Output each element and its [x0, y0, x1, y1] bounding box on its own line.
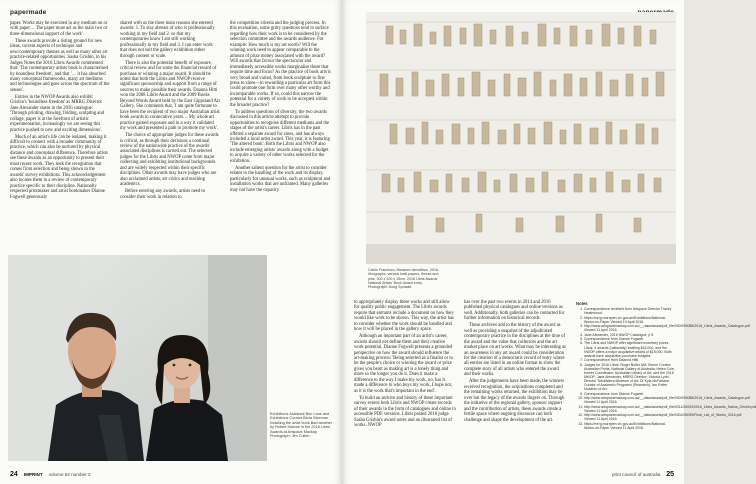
note-item: 3. http://www.artspacemackay.com.au/__data/assets/pdf_file/0009/35088/2016_Libris_Awards_Catalogue.pdf Viewed 11 April 2016.: [584, 324, 676, 332]
page-footer: [612, 471, 674, 478]
right-text-column-2: [464, 300, 566, 424]
paragraph: These awards provide a listing ground for new ideas, current aspects of technique and new/contemporary themes as well as many other art practice-related opportunities. Sasha Grishin, in his Judges Notes the 2016 Libris Awards commented that: 'The contemporary artists book is characterised by boundless freedom', and that '… it has absorbed many conceptual frameworks, many art mediums and technologies and goes across the spectrum of the senses'.: [10, 38, 110, 93]
photo-caption: Calvin Francisco, Measure demolition, 2016, lithographs, various kraft papers, thread and pins, 300 x 200 x 15cm. 2016 Libris Awards National Artists' Book Award entry. Photograph: Doug Spowart.: [368, 268, 439, 290]
photo-installers: [8, 255, 267, 461]
note-item: 8. Judges for 2016 Libris: Roger Butler AM, Senior Curator Australian Prints, National Gallery of Australia; Helen Cole, former Coordinator, Australian Library of Art; and the 2016 NWOP: Jane Alexander, MRRG Director; Victoria Lynn, Director TarraWarra Museum of Art; Dr Kyla McFarlane, Curator of Academic Programs (Research), Ian Potter Museum of Art.: [584, 363, 676, 392]
note-item: 9. Correspondence from Dianne Fogwell.: [584, 392, 676, 396]
issue-volume: volume 52 number 2: [48, 472, 91, 477]
note-item: 12. http://www.artspacemackay.com.au/__data/assets/pdf_file/0004/35095/Final_List_of_Works_2016.pdf Viewed 11 April 2016.: [584, 413, 676, 421]
page-number: 24: [10, 471, 18, 478]
page-number: 25: [666, 471, 674, 478]
note-item: 5. Correspondence from Dianne Fogwell.: [584, 337, 676, 341]
paragraph: Entries in the NWOP Awards also exhibit Grishin's 'boundless freedom' as MRRG Director Jane Alexander states in the 2016 catalogue: 'Through printing, drawing, folding, sculpting and collage, paper is at the forefront of artistic experimentation, increasingly we are seeing this practice pushed to new and exciting dimensions'.: [10, 94, 105, 133]
endnotes: [576, 301, 756, 430]
notes-title: Notes: [576, 301, 588, 306]
paragraph: After the judgements have been made, the winners received recognition, the acquisitions completed and the remaining works returned, the exhibition may be over but the legacy of the awards lingers on. Through the initiative of the regional gallery, sponsor support and the contribution of artists, these awards create a fertile space where ongoing discourse can both challenge and shape the development of the art.: [464, 379, 565, 423]
right-page: [342, 0, 756, 484]
left-page: [0, 0, 342, 484]
left-text-column-1: [10, 21, 110, 202]
note-item: 7. Correspondence from Daanna Hitti.: [584, 358, 676, 362]
paragraph: shared with us the three main reasons she entered awards: 1. To stay abreast of who is professionally working in my field and 2. so that my contemporaries know I am still working professionally in my field and 3. I can enter work that does not suit the gallery exhibition either through content or scale.: [120, 21, 215, 59]
paragraph: These archives add to the history of the award as well as providing a snapshot of the adjudicated contemporary practice in the disciplines at the time of the award and the value that collectors and the art market place on art works. What may be interesting as an awareness in any art award could be consideration for the creation of a democratic record of entry where all entries are listed in an online format to show the complete story of all artists who entered the award and their works.: [464, 323, 566, 378]
left-text-column-3: [230, 21, 332, 195]
paragraph: There is also the potential benefit of exposure, critical review and for some the financial reward of purchase or winning a major award. It should be noted that both the Libris and NWOP receive significant sponsorship and support from a range of sources to make possible their awards. Daanna Hitti won the 2008 Libris Award and the 2009 Books Beyond Words Award held by the East Gippsland Art Gallery. She comments that, 'I am quite fortunate to have been the recipient of two major Australian artist book awards in consecutive years… My whole art practice gained exposure and in a way it validated my work and presented a path to promote my work'.: [120, 60, 220, 132]
paragraph: To build an archive and history of these important survey events both Libris and NWOP create records of their awards in the form of catalogues and online in accessible PDF versions. Libris posted 2016 judge Sasha Grishin's award notes and an illustrated list of works. NWOP: [354, 395, 456, 428]
paragraph: the competition criteria and the judging process. In this evaluation, some gritty questions tend to surface regarding how their work is to be considered by the selection committee and the awards audience. For example: How much is my art worth? Will the winning work need to appear comparable to the amount of prize money associated with the award? Will awards that favour the spectacular and immediately accessible works marginalise those that require time and focus? As the practice of book arts is very broad and varied, from book sculpture to fine press to zines—in rewarding a particular art form this could promote one form over many other worthy and incomparable works. If so, could this narrow the potential for a variety of work to be accepted within the broader practice?: [230, 21, 332, 108]
paragraph: Another salient question for the artist to consider relates to the handling of the work and its display, particularly for unusual works, such as sculptural and installation works that are unframed. Many galleries may not have the capacity: [230, 165, 331, 193]
note-item: 4. Jane Alexander, 2016 NWOP Catalogue, p 5.: [584, 333, 676, 337]
paragraph: The choice of appropriate judges for these awards is critical, as through their decisions a continual review of the nationwide practice of the awards' associated disciplines is carried out. The selected judges for the Libris and NWOP come from major collecting and exhibiting institutional backgrounds and are widely respected within their specific disciplines. Other awards may have judges who are also acclaimed artists, art critics and teaching academics.: [120, 133, 219, 188]
paragraph: Although an important part of an artist's career, awards should not define them and their creative work potential. Dianne Fogwell presents a grounded perspective on how the award should influence the art-making process: 'Being selected as a finalist or to be the people's choice or winning the award or prize gives you heart as making art is a lonely thing and more so the longer you do it. Does it make a difference to the way I make my work, no, has it made a difference to who buys my work, I hope not, as it is the work that's important in the end'.: [354, 334, 453, 394]
photo-caption: Exhibitions Assistant Ben Lans and Exhibitions Curator Alicia Sleeman installing the artist book Bad weather by Robert Malone in the 2016 Libris Awards at Artspace Mackay. Photograph: Jim Cullen.: [270, 412, 333, 439]
note-item: 11. http://www.artspacemackay.com.au/__data/assets/pdf_file/0011/35093/2016_Libris_Awards_Sasha_Grishin.pdf Viewed 11 April 2016.: [584, 405, 676, 413]
note-item: 2. https://mrrg.mornpen.vic.gov.au/Exhibitions/National-Works-on-Paper Viewed 10 April 2016.: [584, 316, 676, 324]
publication-name: IMPRINT: [23, 472, 43, 477]
left-text-column-2: [120, 21, 220, 202]
note-item: 10. http://www.artspacemackay.com.au/__data/assets/pdf_file/0009/35088/2016_Libris_Awards_Catalogue.pdf Viewed 11 April 2016.: [584, 396, 676, 404]
note-item: 1. Correspondence received from Artspace Director Tracey Heathwood.: [584, 307, 676, 315]
publication-name: print council of australia: [611, 472, 661, 477]
page-footer: [10, 471, 91, 478]
notes-list: [576, 307, 756, 430]
paragraph: to appropriately display these works and still allow for quality public engagement. The Libris awards require that entrants include a document on how they would like work to be shown. This way, the artist has to consider whether the work should be handled and how it will be placed in the gallery space.: [354, 300, 454, 333]
note-item: 6. The Libris and NWOP offer significant monetary prizes. Libris: 4 awards (nationally) totalling $16,000, and the NWOP offers a major acquisitive award of $15,000. Both awards have acquisition purchase budgets.: [584, 341, 676, 358]
paragraph: has over the past two events in 2014 and 2016 published physical catalogues and online versions as well. Additionally, both galleries can be contacted for further information on historical records.: [464, 300, 565, 322]
paragraph: To address questions of diversity, the two awards discussed in this article attempt to provide opportunities to recognise different mediums and the stages of the artist's career. Libris has in the past offered a separate award for zines, and has always included a local artist award. This year, it is featuring 'The altered book'. Both the Libris and NWOP also include emerging artists' awards along with a budget to acquire a variety of other works selected for the exhibition.: [230, 109, 330, 164]
photo-artwork-installation: [366, 12, 676, 264]
paragraph: Much of an artist's life can be isolated, making it difficult to connect with a broader community of practice, which can also be nurtured by physical distance and conceptual difference. Therefore artists see these awards as an opportunity to present their most recent work. They seek the recognition that comes from selection and being shown in the awards' survey exhibitions. This acknowledgement also locates them in a review of contemporary practice specific to their discipline. Nationally respected printmaker and artist bookmaker Dianne Fogwell generously: [10, 134, 108, 200]
paragraph: paper. Works may be executed in any medium on or with paper… The paper must act as the main two or three-dimensional support of the work'.: [10, 21, 108, 37]
paragraph: Before entering any awards, artists need to consider their work in relation to: [120, 189, 206, 200]
right-text-column-1: [354, 300, 456, 430]
note-item: 13. https://mrrg.mornpen.vic.gov.au/Exhibitions/National-Works-on-Paper Viewed 11 April 2016.: [584, 422, 676, 430]
section-header: papermade: [10, 9, 47, 16]
